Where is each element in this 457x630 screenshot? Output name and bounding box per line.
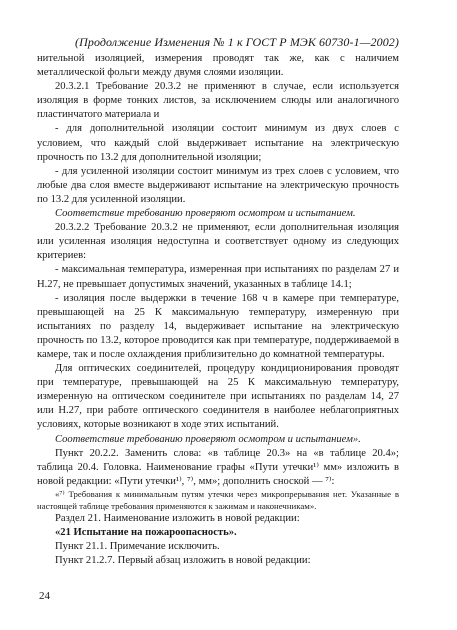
list-item: - максимальная температура, измеренная при испытаниях по разделам 27 и Н.27, не превышает допустимых значений, указанных в таблице 14.1; (37, 264, 399, 290)
page-number: 24 (39, 590, 50, 602)
paragraph: Пункт 21.2.7. Первый абзац изложить в новой редакции: (55, 555, 311, 567)
compliance-note: Соответствие требованию проверяют осмотром и испытанием. (55, 208, 356, 220)
paragraph: 20.3.2.1 Требование 20.3.2 не применяют в случае, если используется изоляция в форме тонких листов, за исключением слюды или аналогичного пластинчатого материала и (37, 81, 399, 121)
document-body (37, 52, 399, 568)
paragraph: Раздел 21. Наименование изложить в новой редакции: (55, 513, 300, 525)
paragraph: нительной изоляцией, измерения проводят так же, как с наличием металлической фольги между двумя слоями изоляции. (37, 53, 399, 79)
paragraph: Пункт 21.1. Примечание исключить. (55, 541, 220, 553)
list-item: - для дополнительной изоляции состоит минимум из двух слоев с условием, что каждый слой выдерживает испытание на электрическую прочность по 13.2 для дополнительной изоляции; (37, 123, 399, 163)
list-item: - изоляция после выдержки в течение 168 ч в камере при температуре, превышающей на 25 К максимальную температуру, измеренную при испытаниях по разделу 14, выдерживает испытание на электрическую прочность по 13.2, которое проводится как при температуре, поддерживаемой в камере, так и после охлаждения приблизительно до комнатной температуры. (37, 292, 399, 360)
paragraph: Для оптических соединителей, процедуру кондиционирования проводят при температуре, превышающей на 25 К максимальную температуру, измеренную на оптическом соединителе при испытаниях по разделам 14, 27 или Н.27, при работе оптического соединителя в наиболее неблагоприятных условиях, которые возникают в ходе этих испытаний. (37, 363, 399, 431)
compliance-note: Соответствие требованию проверяют осмотром и испытанием». (55, 433, 361, 445)
section-title-text: «21 Испытание на пожароопасность». (55, 527, 237, 539)
running-header: (Продолжение Изменения № 1 к ГОСТ Р МЭК 60730-1—2002) (74, 35, 399, 49)
paragraph: Пункт 20.2.2. Заменить слова: «в таблице 20.3» на «в таблице 20.4»; таблица 20.4. Головка. Наименование графы «Пути утечки¹⁾ мм» изложить в новой редакции: «Пути утечки¹⁾, ⁷⁾, мм»; дополнить сноской — ⁷⁾: (37, 447, 399, 487)
footnote: «⁷⁾ Требования к минимальным путям утечки через микропрерывания нет. Указанные в настоящей таблице требования применяются к зажимам и наконечникам». (37, 488, 399, 511)
section-title (37, 526, 399, 540)
list-item: - для усиленной изоляции состоит минимум из трех слоев с условием, что любые два слоя вместе выдерживают испытание на электрическую прочность по 13.2 для усиленной изоляции. (37, 165, 399, 205)
paragraph: 20.3.2.2 Требование 20.3.2 не применяют, если дополнительная изоляция или усиленная изоляция недоступна и соответствует одному из следующих критериев: (37, 222, 399, 262)
